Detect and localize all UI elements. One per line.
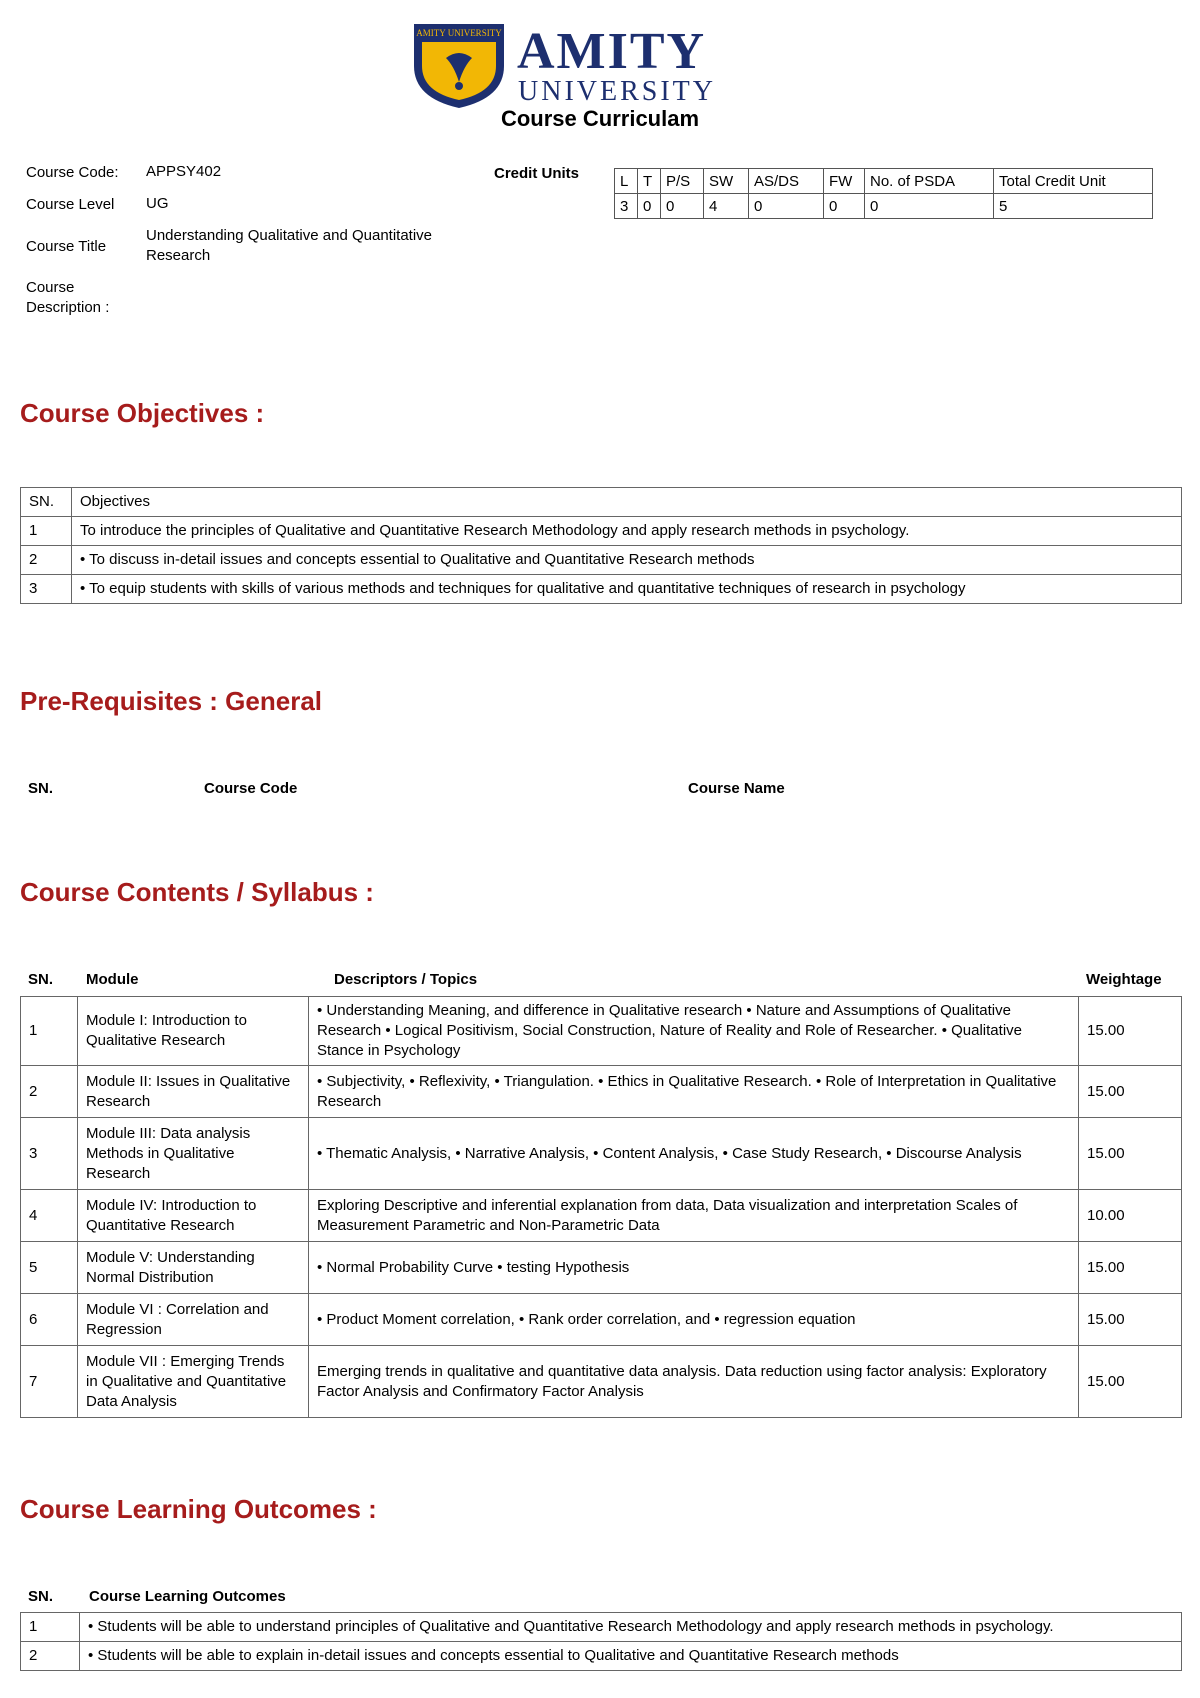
credit-value-cell: 5 — [994, 194, 1153, 219]
objectives-col-sn: SN. — [21, 488, 72, 517]
course-code-label: Course Code: — [26, 163, 119, 181]
credit-header-cell: No. of PSDA — [865, 169, 994, 194]
module-sn: 6 — [21, 1294, 78, 1346]
prereq-col-sn: SN. — [28, 780, 54, 797]
module-topics: • Normal Probability Curve • testing Hypothesis — [309, 1242, 1079, 1294]
module-topics: Emerging trends in qualitative and quantitative data analysis. Data reduction using factor analysis: Exploratory Factor Analysis and Confirmatory Factor Analysis — [309, 1346, 1079, 1418]
course-description-label: Course Description : — [26, 279, 110, 316]
objective-sn: 2 — [21, 546, 72, 575]
credit-value-cell: 4 — [704, 194, 749, 219]
syllabus-heading: Course Contents / Syllabus : — [20, 877, 374, 907]
course-level-value: UG — [146, 195, 169, 212]
outcome-text: • Students will be able to explain in-detail issues and concepts essential to Qualitative and Quantitative Research methods — [80, 1642, 1182, 1671]
module-weightage: 15.00 — [1079, 1346, 1182, 1418]
credit-header-cell: SW — [704, 169, 749, 194]
credit-header-row — [615, 169, 1153, 194]
course-code-value: APPSY402 — [146, 163, 222, 180]
objective-sn: 1 — [21, 517, 72, 546]
outcome-sn: 1 — [21, 1613, 80, 1642]
syllabus-col-sn: SN. — [28, 971, 54, 988]
module-weightage: 15.00 — [1079, 997, 1182, 1066]
page-title: Course Curriculam — [500, 106, 700, 131]
module-sn: 3 — [21, 1118, 78, 1190]
module-sn: 4 — [21, 1190, 78, 1242]
credit-value-cell: 0 — [824, 194, 865, 219]
syllabus-col-weightage: Weightage — [1086, 971, 1162, 988]
module-topics: • Product Moment correlation, • Rank order correlation, and • regression equation — [309, 1294, 1079, 1346]
table-row — [21, 575, 1182, 604]
syllabus-table — [20, 996, 1182, 1418]
credit-value-cell: 3 — [615, 194, 638, 219]
module-sn: 1 — [21, 997, 78, 1066]
credit-value-cell: 0 — [661, 194, 704, 219]
credit-header-cell: Total Credit Unit — [994, 169, 1153, 194]
table-header-row — [21, 488, 1182, 517]
objective-sn: 3 — [21, 575, 72, 604]
module-sn: 7 — [21, 1346, 78, 1418]
outcomes-heading: Course Learning Outcomes : — [20, 1494, 377, 1524]
amity-university-logo — [412, 20, 792, 110]
module-name: Module IV: Introduction to Quantitative Research — [78, 1190, 309, 1242]
table-row — [21, 1294, 1182, 1346]
module-weightage: 15.00 — [1079, 1118, 1182, 1190]
module-weightage: 10.00 — [1079, 1190, 1182, 1242]
module-topics: • Subjectivity, • Reflexivity, • Triangulation. • Ethics in Qualitative Research. • Role of Interpretation in Qualitative Research — [309, 1066, 1079, 1118]
credit-value-row — [615, 194, 1153, 219]
module-weightage: 15.00 — [1079, 1066, 1182, 1118]
shield-text: AMITY UNIVERSITY — [416, 28, 502, 38]
table-row — [21, 1066, 1182, 1118]
course-title-value: Understanding Qualitative and Quantitative Research — [146, 227, 433, 264]
objective-text: • To equip students with skills of various methods and techniques for qualitative and quantitative techniques of research in psychology — [72, 575, 1182, 604]
credit-header-cell: T — [638, 169, 661, 194]
objectives-heading: Course Objectives : — [20, 398, 265, 428]
credit-header-cell: L — [615, 169, 638, 194]
course-level-row — [26, 194, 486, 214]
outcome-text: • Students will be able to understand principles of Qualitative and Quantitative Research Methodology and apply research methods in psychology. — [80, 1613, 1182, 1642]
outcomes-col-sn: SN. — [28, 1588, 54, 1605]
objectives-table — [20, 487, 1182, 604]
module-topics: • Thematic Analysis, • Narrative Analysis, • Content Analysis, • Case Study Research, • Discourse Analysis — [309, 1118, 1079, 1190]
credit-value-cell: 0 — [865, 194, 994, 219]
module-topics: • Understanding Meaning, and difference in Qualitative research • Nature and Assumptions of Qualitative Research • Logical Positivism, Social Construction, Nature of Reality and Role of Researcher. • Qualitative Stance in Psychology — [309, 997, 1079, 1066]
table-row — [21, 1613, 1182, 1642]
header — [0, 14, 1200, 134]
credit-header-cell: AS/DS — [749, 169, 824, 194]
outcomes-table — [20, 1612, 1182, 1671]
credit-header-cell: P/S — [661, 169, 704, 194]
prereq-col-name: Course Name — [688, 780, 785, 797]
outcomes-col-text: Course Learning Outcomes — [89, 1588, 286, 1605]
prereq-col-code: Course Code — [204, 780, 298, 797]
table-row — [21, 1118, 1182, 1190]
course-level-label: Course Level — [26, 195, 115, 213]
course-meta — [26, 162, 486, 330]
credit-units-table — [614, 168, 1153, 219]
table-row — [21, 517, 1182, 546]
outcome-sn: 2 — [21, 1642, 80, 1671]
module-name: Module VI : Correlation and Regression — [78, 1294, 309, 1346]
syllabus-col-topics: Descriptors / Topics — [334, 971, 478, 988]
module-topics: Exploring Descriptive and inferential explanation from data, Data visualization and interpretation Scales of Measurement Parametric and Non-Parametric Data — [309, 1190, 1079, 1242]
module-name: Module III: Data analysis Methods in Qualitative Research — [78, 1118, 309, 1190]
table-row — [21, 997, 1182, 1066]
course-code-row — [26, 162, 486, 182]
table-row — [21, 1190, 1182, 1242]
credit-value-cell: 0 — [749, 194, 824, 219]
course-title-row — [26, 226, 486, 266]
module-name: Module V: Understanding Normal Distribution — [78, 1242, 309, 1294]
module-name: Module I: Introduction to Qualitative Research — [78, 997, 309, 1066]
objectives-col-text: Objectives — [72, 488, 1182, 517]
prerequisites-heading: Pre-Requisites : General — [20, 686, 322, 716]
objective-text: • To discuss in-detail issues and concepts essential to Qualitative and Quantitative Research methods — [72, 546, 1182, 575]
table-row — [21, 546, 1182, 575]
module-sn: 5 — [21, 1242, 78, 1294]
module-weightage: 15.00 — [1079, 1242, 1182, 1294]
logo-word-university: UNIVERSITY — [518, 76, 716, 107]
table-row — [21, 1242, 1182, 1294]
logo-word-amity: AMITY — [517, 23, 707, 80]
course-description-row — [26, 278, 486, 318]
credit-header-cell: FW — [824, 169, 865, 194]
credit-value-cell: 0 — [638, 194, 661, 219]
objective-text: To introduce the principles of Qualitative and Quantitative Research Methodology and apply research methods in psychology. — [72, 517, 1182, 546]
module-name: Module VII : Emerging Trends in Qualitative and Quantitative Data Analysis — [78, 1346, 309, 1418]
credit-units-label: Credit Units — [494, 165, 580, 182]
table-row — [21, 1642, 1182, 1671]
syllabus-col-module: Module — [86, 971, 139, 988]
table-row — [21, 1346, 1182, 1418]
module-sn: 2 — [21, 1066, 78, 1118]
course-title-label: Course Title — [26, 237, 107, 255]
module-name: Module II: Issues in Qualitative Research — [78, 1066, 309, 1118]
module-weightage: 15.00 — [1079, 1294, 1182, 1346]
